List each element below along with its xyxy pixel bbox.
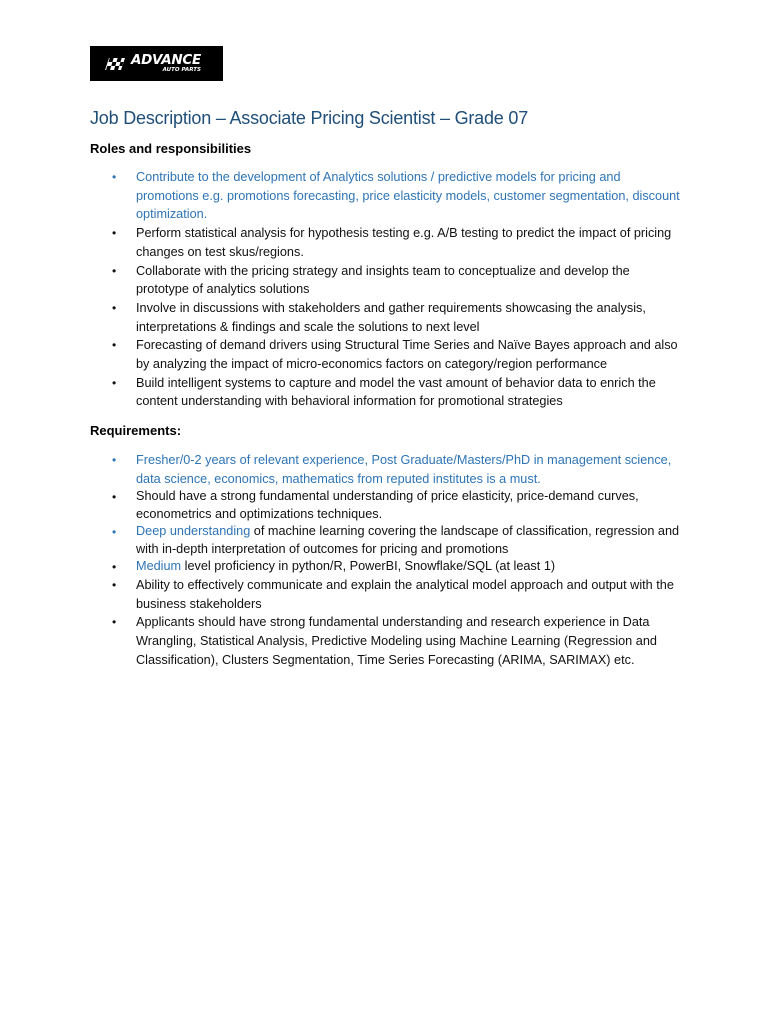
company-logo [90, 46, 223, 81]
list-item [112, 451, 682, 488]
requirements-heading: Requirements: [90, 423, 182, 438]
bullet-icon: • [112, 577, 117, 592]
logo-line-2: AUTO PARTS [162, 67, 201, 73]
bullet-icon: • [112, 170, 117, 184]
bullet-icon: • [112, 226, 117, 241]
list-item-text: Should have a strong fundamental understanding of price elasticity, price-demand curves, econometrics and optimizations techniques. [136, 489, 639, 521]
list-item-text: Contribute to the development of Analytics solutions / predictive models for pricing and promotions e.g. promotions forecasting, price elasticity models, customer segmentation, discount optimization. [136, 170, 680, 222]
list-item [112, 168, 682, 224]
list-item-text: of machine learning covering the landscape of classification, regression and with in-depth interpretation of outcomes for pricing and promotions [136, 524, 680, 556]
bullet-icon: • [112, 263, 117, 278]
list-item-text: Fresher/0-2 years of relevant experience, Post Graduate/Masters/PhD in management science, data science, economics, mathematics from reputed institutes is a must. [136, 453, 672, 486]
list-item [112, 374, 682, 411]
bullet-icon: • [112, 300, 117, 315]
requirements-list [112, 451, 682, 669]
bullet-icon: • [112, 560, 117, 575]
list-item [112, 488, 682, 523]
list-item [112, 336, 682, 373]
list-item-text: Ability to effectively communicate and explain the analytical model approach and output with the business stakeholders [136, 577, 674, 611]
bullet-icon: • [112, 490, 117, 505]
list-item-text: Applicants should have strong fundamental understanding and research experience in Data Wrangling, Statistical Analysis, Predictive Modeling using Machine Learning (Regression and Classification), Clusters Segmentation, Time Series Forecasting (ARIMA, SARIMAX) etc. [136, 615, 657, 667]
list-item [112, 224, 682, 261]
list-item [112, 523, 682, 558]
list-item [112, 262, 682, 299]
list-item [112, 299, 682, 336]
list-item-text: Perform statistical analysis for hypothesis testing e.g. A/B testing to predict the impact of pricing changes on test skus/regions. [136, 226, 672, 259]
bullet-icon: • [112, 453, 117, 467]
bullet-icon: • [112, 338, 117, 353]
bullet-icon: • [112, 525, 117, 540]
list-item-text: Forecasting of demand drivers using Structural Time Series and Naïve Bayes approach and also by analyzing the impact of micro-economics factors on category/region performance [136, 338, 678, 372]
list-item-text: Involve in discussions with stakeholders and gather requirements showcasing the analysis, interpretations & findings and scale the solutions to next level [136, 300, 646, 334]
logo-wordmark [131, 51, 201, 74]
list-item-text: level proficiency in python/R, PowerBI, Snowflake/SQL (at least 1) [181, 559, 556, 574]
list-item [112, 613, 682, 669]
list-item [112, 576, 682, 613]
page-title: Job Description – Associate Pricing Scientist – Grade 07 [90, 108, 529, 128]
roles-list [112, 168, 682, 411]
checkered-flag-icon [105, 57, 127, 71]
list-item [112, 558, 682, 576]
list-item-text: Collaborate with the pricing strategy and insights team to conceptualize and develop the prototype of analytics solutions [136, 263, 630, 297]
roles-heading: Roles and responsibilities [90, 141, 252, 156]
logo-line-1: ADVANCE [131, 51, 201, 68]
list-item-highlight: Deep understanding [136, 524, 251, 539]
bullet-icon: • [112, 615, 117, 630]
list-item-text: Build intelligent systems to capture and model the vast amount of behavior data to enrich the content understanding with behavioral information for promotional strategies [136, 375, 656, 409]
list-item-highlight: Medium [136, 559, 182, 574]
bullet-icon: • [112, 375, 117, 390]
